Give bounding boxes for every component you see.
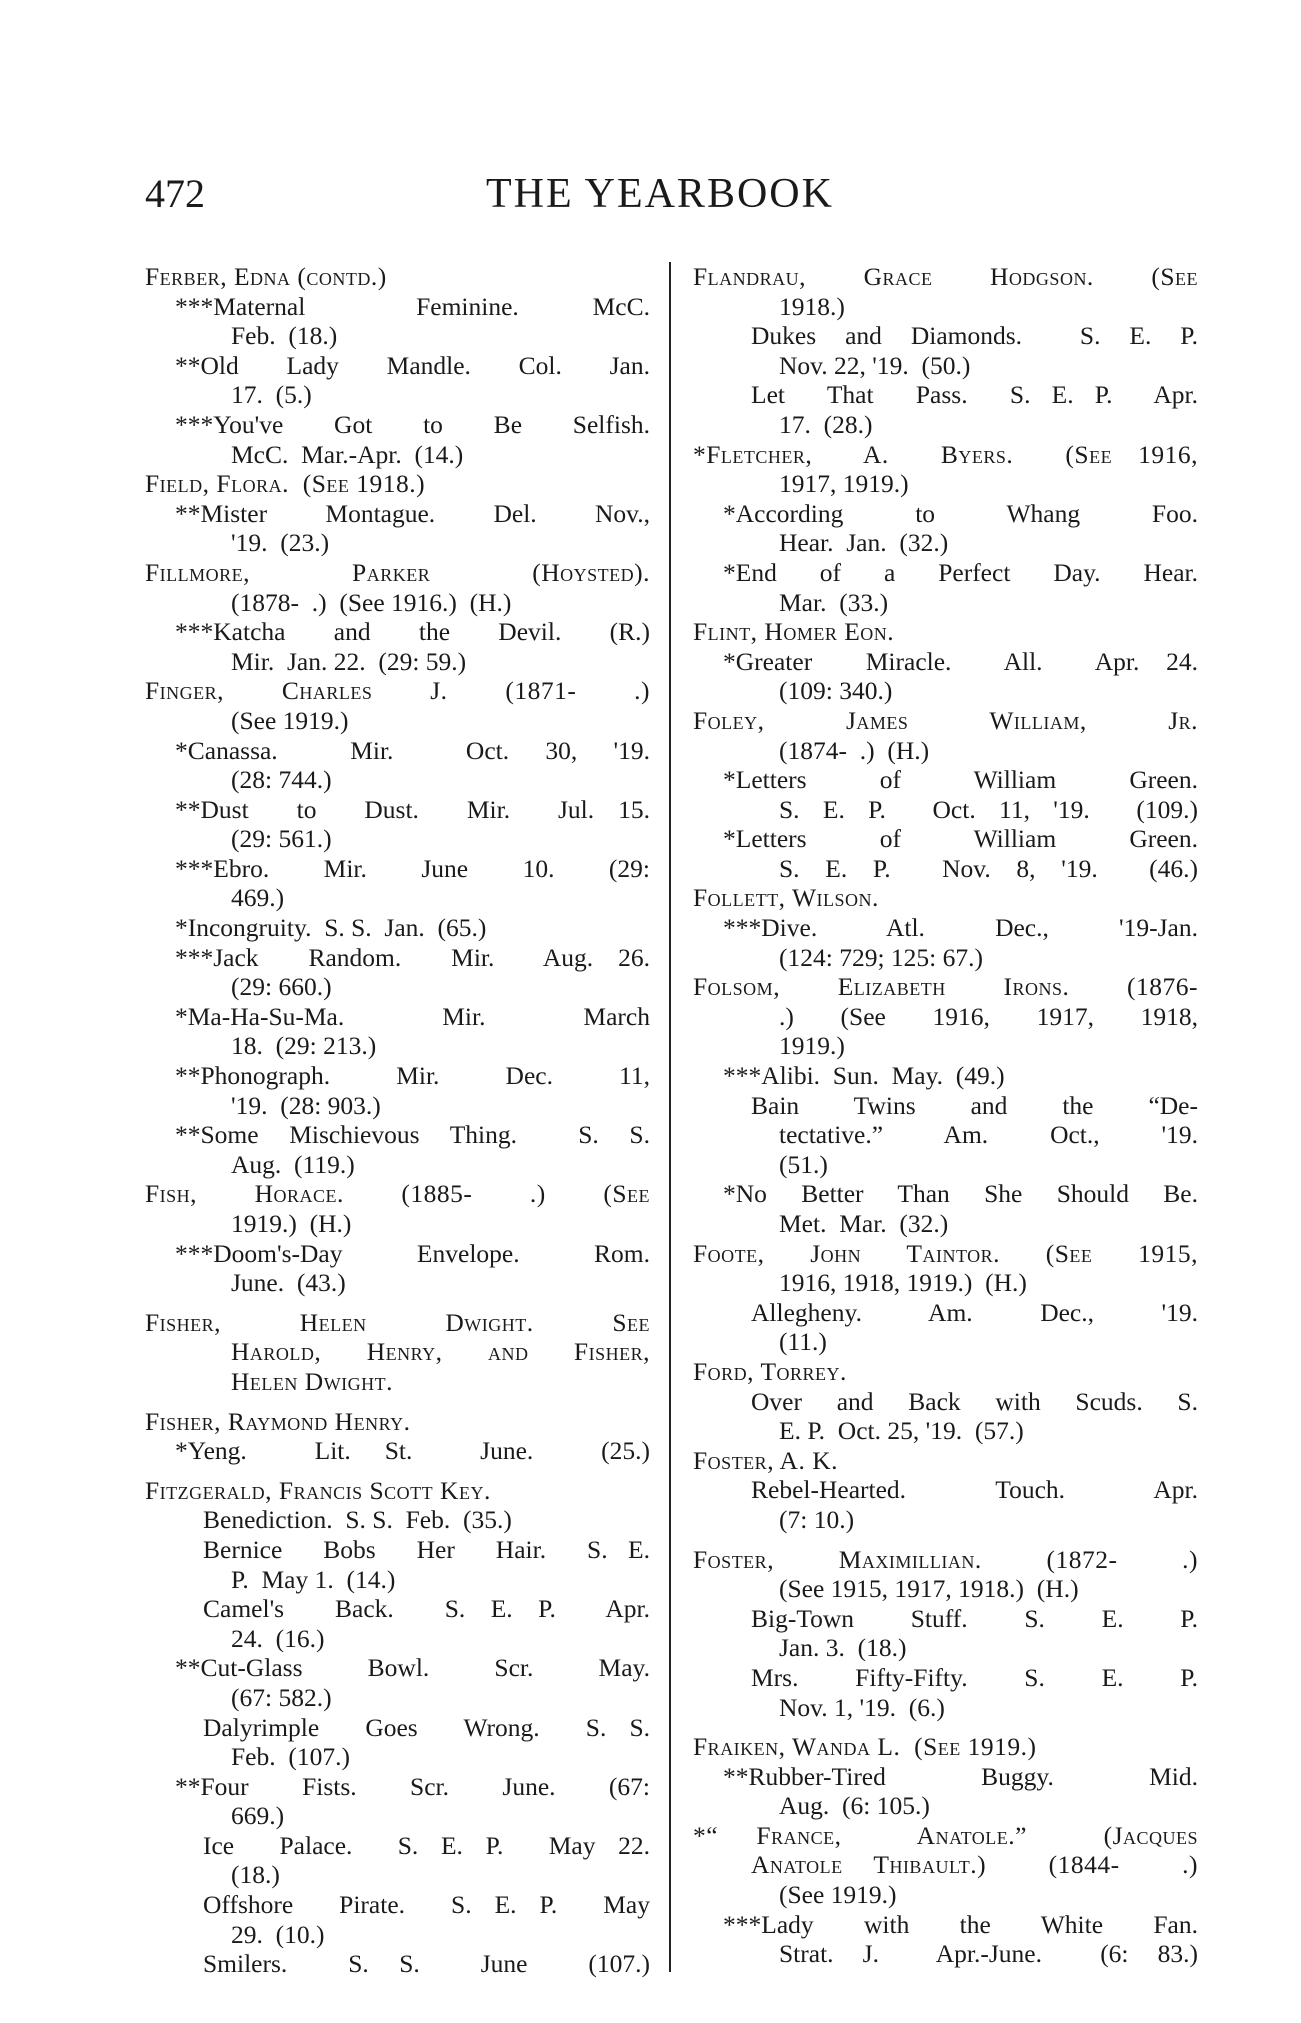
entry-line: *Letters of William Green. — [723, 765, 1198, 795]
entry-line: 17. (28.) — [779, 409, 873, 439]
entry-line: **Mister Montague. Del. Nov., — [175, 498, 650, 528]
author-heading: Flandrau, Grace Hodgson. (See — [693, 262, 1198, 291]
entry-line: **Some Mischievous Thing. S. S. — [175, 1120, 650, 1150]
entry-line: *Yeng. Lit. St. June. (25.) — [175, 1436, 650, 1466]
entry-line: Hear. Jan. (32.) — [779, 528, 949, 558]
entry-line: 1918.) — [779, 291, 845, 321]
entry-line: Bernice Bobs Her Hair. S. E. — [203, 1534, 650, 1564]
author-heading: Flint, Homer Eon. — [693, 617, 895, 647]
author-heading: Finger, Charles J. (1871- .) — [145, 676, 650, 706]
entry-line: ***Dive. Atl. Dec., '19-Jan. — [723, 913, 1198, 943]
entry-line: Helen Dwight. — [231, 1366, 394, 1396]
entry-line: (51.) — [779, 1149, 828, 1179]
entry-line: ***Alibi. Sun. May. (49.) — [723, 1061, 1005, 1091]
entry-line: Aug. (119.) — [231, 1149, 355, 1179]
entry-line: Dukes and Diamonds. S. E. P. — [751, 321, 1198, 351]
column-divider — [669, 262, 671, 1972]
entry-line: Over and Back with Scuds. S. — [751, 1386, 1198, 1416]
author-heading: Fraiken, Wanda L. (See 1919.) — [693, 1732, 1037, 1762]
entry-line: tectative.” Am. Oct., '19. — [779, 1120, 1198, 1150]
left-column — [145, 262, 650, 1979]
entry-line: Mrs. Fifty-Fifty. S. E. P. — [751, 1662, 1198, 1692]
entry-line: Anatole Thibault.) (1844- .) — [751, 1850, 1198, 1880]
entry-line: Feb. (18.) — [231, 321, 338, 351]
entry-line: (28: 744.) — [231, 765, 332, 795]
entry-gap — [145, 1397, 650, 1407]
entry-line: ***Lady with the White Fan. — [723, 1909, 1198, 1939]
entry-gap — [693, 1535, 1198, 1545]
entry-line: **Phonograph. Mir. Dec. 11, — [175, 1061, 650, 1091]
entry-line: 1916, 1918, 1919.) (H.) — [779, 1268, 1027, 1298]
entry-line: 24. (16.) — [231, 1623, 325, 1653]
entry-line: Nov. 22, '19. (50.) — [779, 350, 971, 380]
entry-line: 1917, 1919.) — [779, 469, 909, 499]
entry-line: Ice Palace. S. E. P. May 22. — [203, 1830, 650, 1860]
entry-line: **Old Lady Mandle. Col. Jan. — [175, 350, 650, 380]
entry-line: S. E. P. Nov. 8, '19. (46.) — [779, 853, 1198, 883]
entry-line: '19. (28: 903.) — [231, 1090, 381, 1120]
author-heading: *“ France, Anatole.” (Jacques — [693, 1820, 1198, 1850]
entry-line: *End of a Perfect Day. Hear. — [723, 557, 1198, 587]
entry-line: (1878- .) (See 1916.) (H.) — [231, 587, 512, 617]
entry-line: (See 1919.) — [779, 1880, 897, 1910]
entry-line: McC. Mar.-Apr. (14.) — [231, 439, 464, 469]
entry-line: 469.) — [231, 883, 285, 913]
entry-line: *Ma-Ha-Su-Ma. Mir. March — [175, 1001, 650, 1031]
author-heading: Ford, Torrey. — [693, 1356, 847, 1386]
entry-line: 29. (10.) — [231, 1919, 325, 1949]
entry-line: *Canassa. Mir. Oct. 30, '19. — [175, 735, 650, 765]
entry-line: '19. (23.) — [231, 528, 330, 558]
author-heading: Fitzgerald, Francis Scott Key. — [145, 1475, 491, 1505]
entry-line: (67: 582.) — [231, 1682, 332, 1712]
entry-line: (1874- .) (H.) — [779, 735, 930, 765]
entry-line: E. P. Oct. 25, '19. (57.) — [779, 1416, 1024, 1446]
entry-line: Mar. (33.) — [779, 587, 889, 617]
entry-gap — [145, 1298, 650, 1308]
entry-line: *Greater Miracle. All. Apr. 24. — [723, 646, 1198, 676]
entry-line: Offshore Pirate. S. E. P. May — [203, 1890, 650, 1920]
entry-line: 1919.) (H.) — [231, 1209, 352, 1238]
page-header — [145, 170, 1175, 230]
entry-line: P. May 1. (14.) — [231, 1564, 396, 1594]
entry-line: Strat. J. Apr.-June. (6: 83.) — [779, 1939, 1198, 1969]
entry-line: S. E. P. Oct. 11, '19. (109.) — [779, 794, 1198, 824]
entry-line: (109: 340.) — [779, 676, 893, 706]
entry-line: Allegheny. Am. Dec., '19. — [751, 1297, 1198, 1327]
entry-line: ***Maternal Feminine. McC. — [175, 291, 650, 321]
author-heading: Fisher, Raymond Henry. — [145, 1406, 411, 1436]
author-heading: Foster, A. K. — [693, 1445, 838, 1475]
entry-line: Met. Mar. (32.) — [779, 1209, 949, 1238]
author-heading: Foley, James William, Jr. — [693, 705, 1198, 735]
entry-line: (124: 729; 125: 67.) — [779, 942, 983, 972]
entry-line: (18.) — [231, 1860, 280, 1890]
author-heading: Fillmore, Parker (Hoysted). — [145, 557, 650, 587]
page-number: 472 — [145, 171, 205, 216]
entry-line: 18. (29: 213.) — [231, 1031, 377, 1061]
entry-line: *Incongruity. S. S. Jan. (65.) — [175, 913, 487, 943]
entry-line: (29: 660.) — [231, 972, 332, 1002]
entry-line: Camel's Back. S. E. P. Apr. — [203, 1594, 650, 1624]
author-heading: Fish, Horace. (1885- .) (See — [145, 1179, 650, 1209]
entry-line: ***Doom's-Day Envelope. Rom. — [175, 1238, 650, 1268]
entry-gap — [145, 1466, 650, 1476]
entry-line: **Cut-Glass Bowl. Scr. May. — [175, 1653, 650, 1683]
entry-line: Nov. 1, '19. (6.) — [779, 1692, 945, 1722]
entry-line: Rebel-Hearted. Touch. Apr. — [751, 1475, 1198, 1505]
entry-line: **Rubber-Tired Buggy. Mid. — [723, 1761, 1198, 1791]
right-column — [693, 262, 1198, 1969]
entry-line: *Letters of William Green. — [723, 824, 1198, 854]
entry-line: Big-Town Stuff. S. E. P. — [751, 1603, 1198, 1633]
author-heading: *Fletcher, A. Byers. (See 1916, — [693, 439, 1198, 469]
entry-line: *No Better Than She Should Be. — [723, 1179, 1198, 1209]
entry-line: (7: 10.) — [779, 1504, 855, 1534]
entry-line: .) (See 1916, 1917, 1918, — [779, 1001, 1198, 1031]
author-heading: Foote, John Taintor. (See 1915, — [693, 1238, 1198, 1268]
entry-line: Let That Pass. S. E. P. Apr. — [751, 380, 1198, 410]
author-heading: Ferber, Edna (contd.) — [145, 262, 387, 291]
entry-gap — [693, 1722, 1198, 1732]
entry-line: ***Katcha and the Devil. (R.) — [175, 617, 650, 647]
entry-line: Jan. 3. (18.) — [779, 1633, 907, 1663]
entry-line: Mir. Jan. 22. (29: 59.) — [231, 646, 467, 676]
entry-line: Aug. (6: 105.) — [779, 1791, 930, 1821]
entry-line: Feb. (107.) — [231, 1742, 350, 1772]
author-heading: Fisher, Helen Dwight. See — [145, 1307, 650, 1337]
entry-line: (See 1919.) — [231, 705, 349, 735]
entry-line: *According to Whang Foo. — [723, 498, 1198, 528]
running-title: THE YEARBOOK — [486, 171, 834, 217]
entry-line: **Four Fists. Scr. June. (67: — [175, 1771, 650, 1801]
author-heading: Folsom, Elizabeth Irons. (1876- — [693, 972, 1198, 1002]
author-heading: Foster, Maximillian. (1872- .) — [693, 1544, 1198, 1574]
entry-line: (29: 561.) — [231, 824, 332, 854]
entry-line: **Dust to Dust. Mir. Jul. 15. — [175, 794, 650, 824]
entry-line: Benediction. S. S. Feb. (35.) — [203, 1505, 512, 1535]
entry-line: 1919.) — [779, 1031, 845, 1061]
entry-line: 669.) — [231, 1801, 285, 1831]
entry-line: Harold, Henry, and Fisher, — [231, 1337, 650, 1367]
author-heading: Follett, Wilson. — [693, 883, 879, 913]
entry-line: (11.) — [779, 1327, 827, 1357]
entry-line: (See 1915, 1917, 1918.) (H.) — [779, 1574, 1079, 1604]
entry-line: ***You've Got to Be Selfish. — [175, 409, 650, 439]
entry-line: 17. (5.) — [231, 380, 312, 410]
author-heading: Field, Flora. (See 1918.) — [145, 469, 426, 499]
entry-line: ***Jack Random. Mir. Aug. 26. — [175, 942, 650, 972]
entry-line: Smilers. S. S. June (107.) — [203, 1949, 650, 1979]
entry-line: Dalyrimple Goes Wrong. S. S. — [203, 1712, 650, 1742]
entry-line: Bain Twins and the “De- — [751, 1090, 1198, 1120]
entry-line: ***Ebro. Mir. June 10. (29: — [175, 853, 650, 883]
entry-line: June. (43.) — [231, 1268, 346, 1298]
